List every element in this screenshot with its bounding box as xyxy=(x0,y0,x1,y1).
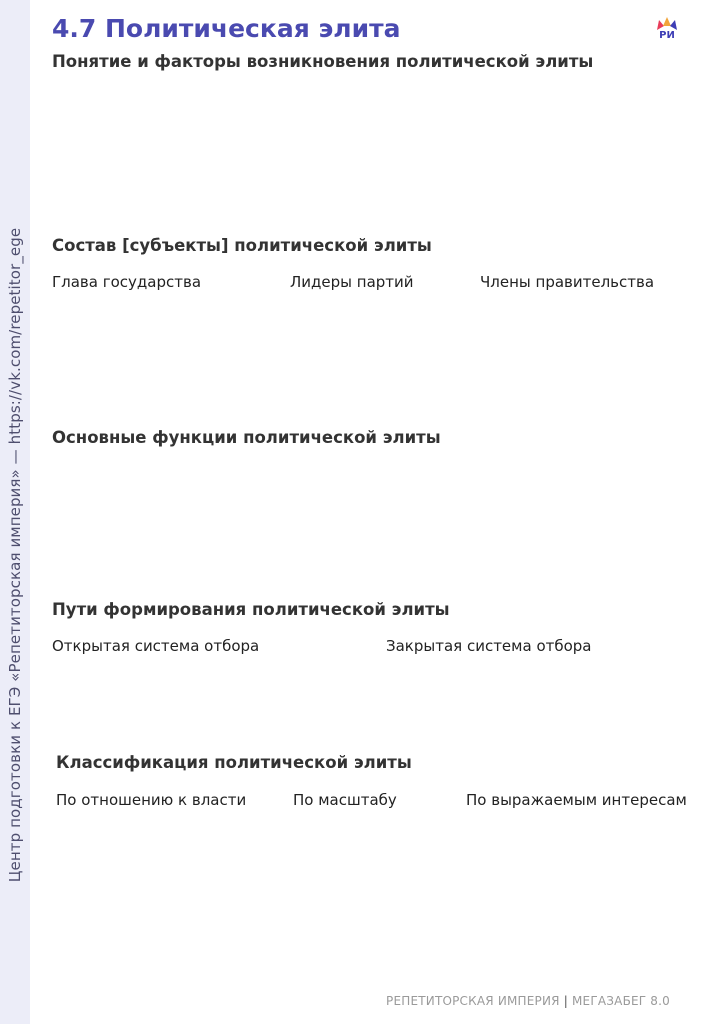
footer-event: МЕГАЗАБЕГ 8.0 xyxy=(572,994,670,1008)
section-heading-functions: Основные функции политической элиты xyxy=(52,428,441,447)
side-caption: Центр подготовки к ЕГЭ «Репетиторская империя» — https://vk.com/repetitor_ege xyxy=(6,227,24,883)
section-heading-composition: Состав [субъекты] политической элиты xyxy=(52,236,432,255)
list-item: Члены правительства xyxy=(480,273,655,291)
side-strip xyxy=(0,0,30,1024)
section-heading-formation: Пути формирования политической элиты xyxy=(52,600,450,619)
page-title: 4.7 Политическая элита xyxy=(52,14,401,43)
list-item: По отношению к власти xyxy=(56,791,247,809)
list-item: По масштабу xyxy=(293,791,397,809)
list-item: Открытая система отбора xyxy=(52,637,260,655)
footer-brand: РЕПЕТИТОРСКАЯ ИМПЕРИЯ xyxy=(386,994,560,1008)
footer-separator: | xyxy=(563,994,568,1008)
section-heading-concept: Понятие и факторы возникновения политической элиты xyxy=(52,52,594,71)
logo-text: РИ xyxy=(659,30,675,41)
footer xyxy=(386,994,670,1008)
section-heading-classification: Классификация политической элиты xyxy=(56,753,412,772)
list-item: Закрытая система отбора xyxy=(386,637,592,655)
list-item: По выражаемым интересам xyxy=(466,791,687,809)
list-item: Глава государства xyxy=(52,273,202,291)
list-item: Лидеры партий xyxy=(290,273,414,291)
crown-logo-icon xyxy=(654,16,680,44)
